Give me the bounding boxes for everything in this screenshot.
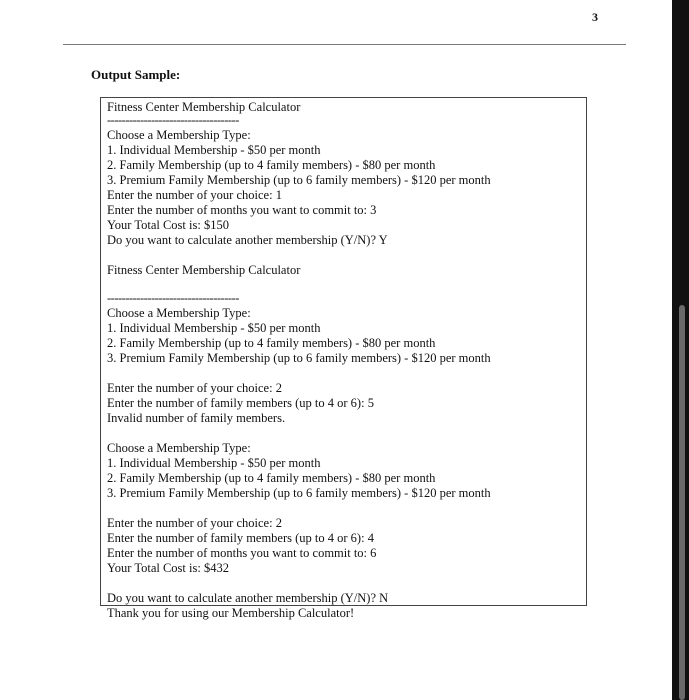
output-blank-line bbox=[107, 366, 586, 381]
output-line: 3. Premium Family Membership (up to 6 family members) - $120 per month bbox=[107, 173, 491, 187]
output-line: Do you want to calculate another membership (Y/N)? N bbox=[107, 591, 389, 605]
output-line: 3. Premium Family Membership (up to 6 family members) - $120 per month bbox=[107, 351, 491, 365]
output-line: Enter the number of family members (up to 4 or 6): 4 bbox=[107, 531, 374, 545]
header-rule bbox=[63, 44, 626, 45]
output-line: Enter the number of your choice: 1 bbox=[107, 188, 282, 202]
output-line: 3. Premium Family Membership (up to 6 family members) - $120 per month bbox=[107, 486, 491, 500]
section-heading: Output Sample: bbox=[91, 67, 181, 82]
output-line: Do you want to calculate another membership (Y/N)? Y bbox=[107, 233, 388, 247]
output-line: Enter the number of family members (up to 4 or 6): 5 bbox=[107, 396, 374, 410]
output-sample-box bbox=[100, 97, 587, 620]
output-blank-line bbox=[107, 576, 586, 591]
output-blank-line bbox=[107, 248, 586, 263]
output-line: 1. Individual Membership - $50 per month bbox=[107, 456, 321, 470]
output-line: Enter the number of your choice: 2 bbox=[107, 516, 282, 530]
scrollbar-thumb[interactable] bbox=[679, 305, 685, 700]
output-blank-line bbox=[107, 426, 586, 441]
output-line: Fitness Center Membership Calculator bbox=[107, 263, 301, 277]
output-line: Invalid number of family members. bbox=[107, 411, 286, 425]
output-line: Your Total Cost is: $150 bbox=[107, 218, 229, 232]
output-line: Enter the number of your choice: 2 bbox=[107, 381, 282, 395]
output-line: Fitness Center Membership Calculator bbox=[107, 100, 301, 114]
output-line: 1. Individual Membership - $50 per month bbox=[107, 143, 321, 157]
output-line: 2. Family Membership (up to 4 family members) - $80 per month bbox=[107, 158, 436, 172]
output-line: Enter the number of months you want to commit to: 6 bbox=[107, 546, 377, 560]
output-line: Choose a Membership Type: bbox=[107, 128, 251, 142]
output-line: Enter the number of months you want to commit to: 3 bbox=[107, 203, 377, 217]
output-line: 1. Individual Membership - $50 per month bbox=[107, 321, 321, 335]
output-blank-line bbox=[107, 501, 586, 516]
page-number: 3 bbox=[592, 10, 598, 24]
output-line: 2. Family Membership (up to 4 family members) - $80 per month bbox=[107, 471, 436, 485]
output-line: Choose a Membership Type: bbox=[107, 441, 251, 455]
output-divider: ------------------------------------ bbox=[107, 113, 239, 127]
output-line: Choose a Membership Type: bbox=[107, 306, 251, 320]
output-line: 2. Family Membership (up to 4 family members) - $80 per month bbox=[107, 336, 436, 350]
output-line: Your Total Cost is: $432 bbox=[107, 561, 229, 575]
output-line: Thank you for using our Membership Calculator! bbox=[107, 606, 355, 620]
output-divider: ------------------------------------ bbox=[107, 291, 239, 305]
